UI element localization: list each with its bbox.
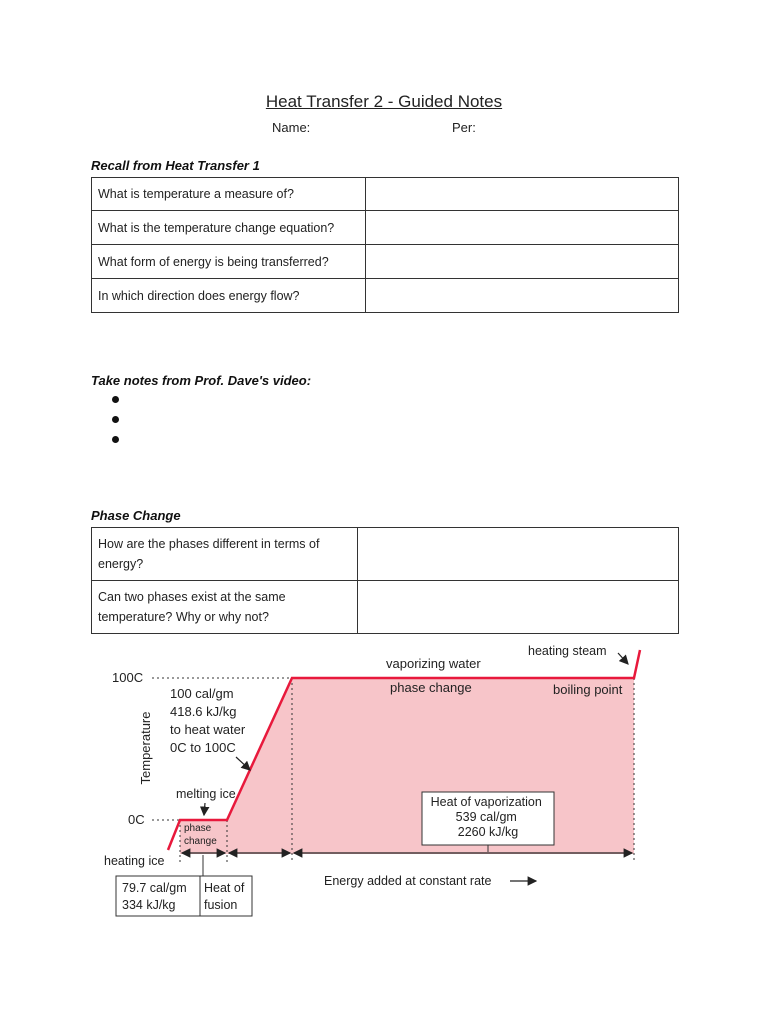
document-title: Heat Transfer 2 - Guided Notes: [265, 92, 503, 111]
table-row: [92, 211, 679, 245]
heating-steam-label: heating steam: [528, 644, 607, 658]
per-label: Per:: [452, 120, 476, 135]
heat-water-arrow: [236, 757, 250, 770]
phase-question: Can two phases exist at the same temperature? Why or why not?: [92, 581, 358, 634]
y-axis-label: Temperature: [138, 711, 153, 785]
phase-change-lower-label: phase change: [184, 823, 217, 847]
energy-added-label: Energy added at constant rate: [324, 874, 492, 888]
fusion-label-text: Heat of fusion: [204, 881, 245, 912]
recall-question: In which direction does energy flow?: [92, 279, 366, 313]
phase-answer-cell[interactable]: [357, 581, 678, 634]
tick-100-label: 100C: [112, 670, 144, 685]
table-row: [92, 528, 679, 581]
recall-table: [91, 177, 679, 313]
heating-curve-diagram: [96, 640, 656, 920]
tick-0-label: 0C: [128, 812, 145, 827]
recall-heading: Recall from Heat Transfer 1: [91, 158, 260, 173]
table-row: [92, 581, 679, 634]
name-label: Name:: [272, 120, 311, 135]
phase-change-upper-label: phase change: [390, 680, 472, 695]
heating-ice-label: heating ice: [104, 854, 165, 868]
video-notes-heading: Take notes from Prof. Dave's video:: [91, 373, 312, 388]
fusion-values-text: 79.7 cal/gm 334 kJ/kg: [122, 881, 187, 912]
recall-question: What form of energy is being transferred?: [92, 245, 366, 279]
recall-answer-cell[interactable]: [365, 211, 678, 245]
phase-change-heading: Phase Change: [91, 508, 181, 523]
heat-water-label: 100 cal/gm 418.6 kJ/kg to heat water 0C to 100C: [170, 686, 246, 755]
recall-answer-cell[interactable]: [365, 279, 678, 313]
heating-steam-arrow: [618, 653, 628, 664]
phase-table: [91, 527, 679, 634]
boiling-point-label: boiling point: [553, 682, 623, 697]
table-row: [92, 279, 679, 313]
melting-ice-label: melting ice: [176, 787, 236, 801]
phase-question: How are the phases different in terms of energy?: [92, 528, 358, 581]
phase-answer-cell[interactable]: [357, 528, 678, 581]
curve-fill: [180, 678, 634, 854]
recall-answer-cell[interactable]: [365, 245, 678, 279]
recall-question: What is the temperature change equation?: [92, 211, 366, 245]
table-row: [92, 178, 679, 211]
vaporizing-water-label: vaporizing water: [386, 656, 481, 671]
melting-ice-arrow: [204, 803, 205, 815]
recall-question: What is temperature a measure of?: [92, 178, 366, 211]
table-row: [92, 245, 679, 279]
vaporization-box-text: Heat of vaporization 539 cal/gm 2260 kJ/kg: [430, 795, 542, 839]
recall-answer-cell[interactable]: [365, 178, 678, 211]
